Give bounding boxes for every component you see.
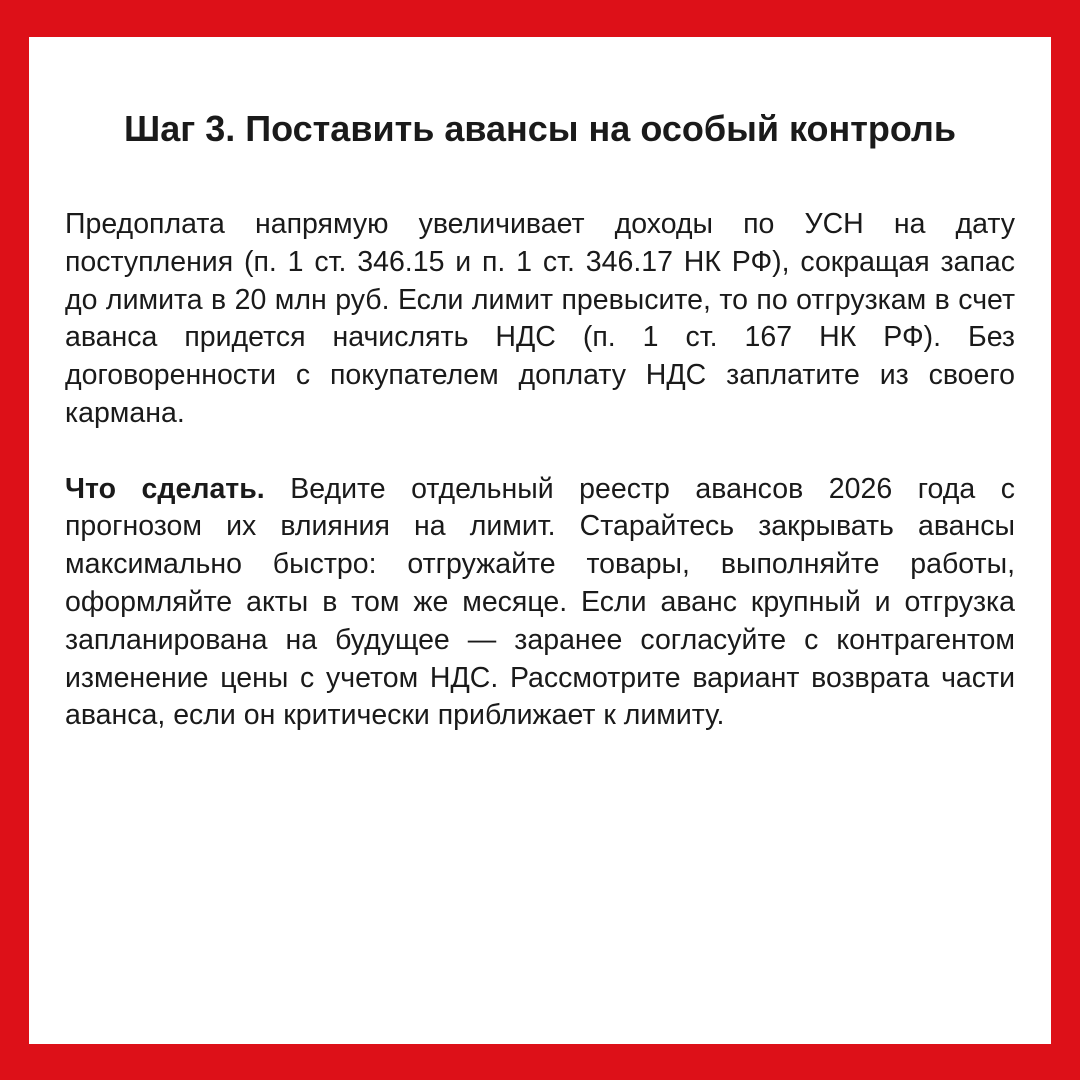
action-lead: Что сделать. <box>65 472 265 505</box>
action-text: Ведите отдельный реестр авансов 2026 года с прогнозом их влияния на лимит. Старайтесь закрывать авансы максимально быстро: отгружайте товары, выполняйте работы, оформляйте акты в том же месяце. Если аванс крупный и отгрузка запланирована на будущее — заранее согласуйте с контрагентом изменение цены с учетом НДС. Рассмотрите вариант возврата части аванса, если он критически приближает к лимиту. <box>65 472 1015 732</box>
paragraph-intro: Предоплата напрямую увеличивает доходы по УСН на дату поступления (п. 1 ст. 346.15 и п. 1 ст. 346.17 НК РФ), сокращая запас до лимита в 20 млн руб. Если лимит превысите, то по отгрузкам в счет аванса придется начислять НДС (п. 1 ст. 167 НК РФ). Без договоренности с покупателем доплату НДС заплатите из своего кармана. <box>65 208 1015 429</box>
paragraph-action <box>65 471 1015 736</box>
content-card <box>29 37 1051 1044</box>
article-body <box>65 206 1015 773</box>
page-title: Шаг 3. Поставить авансы на особый контроль <box>124 108 956 149</box>
